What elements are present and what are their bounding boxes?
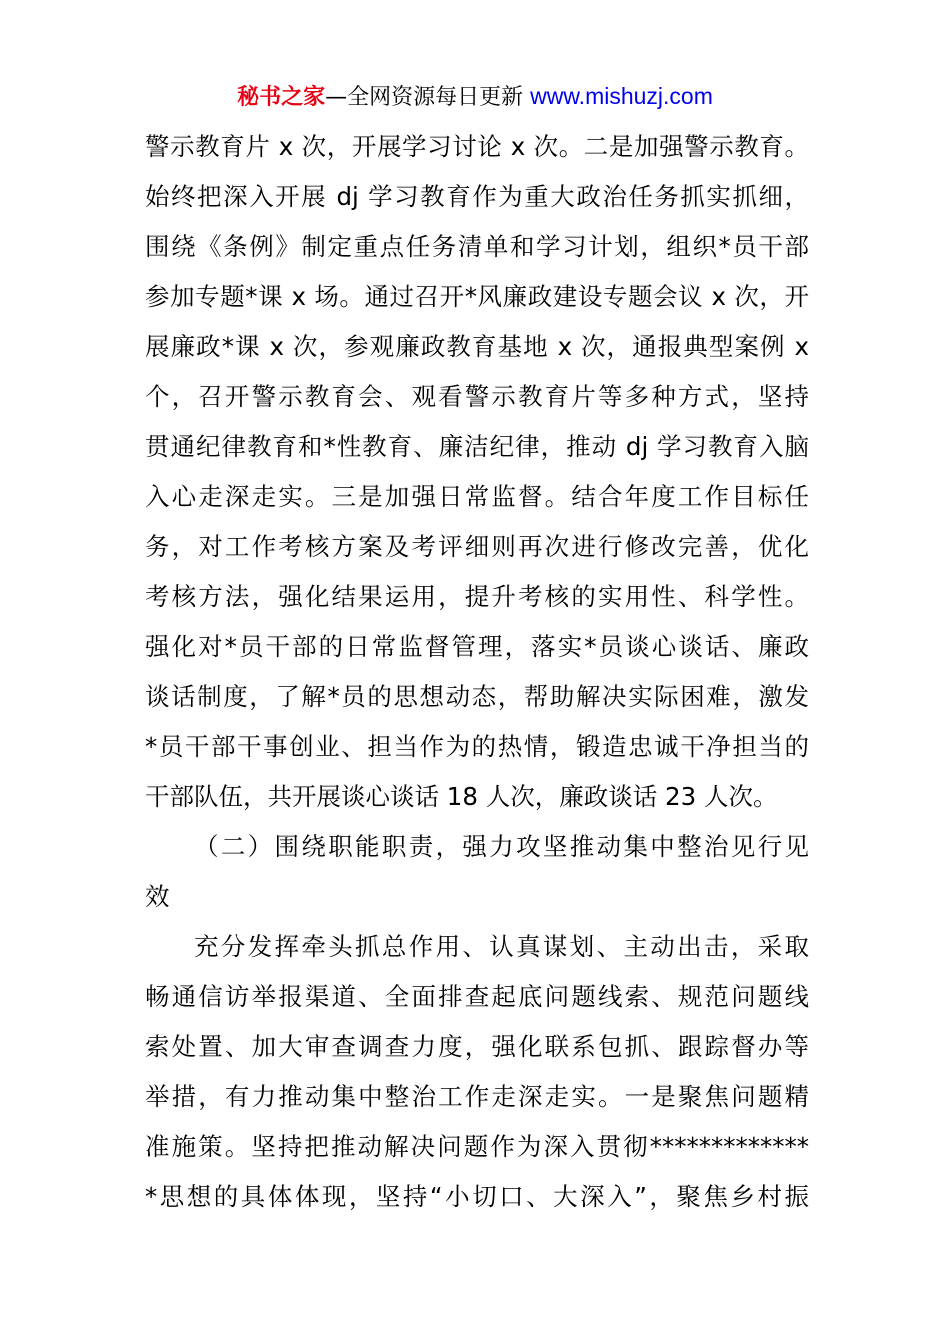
text-line: *思想的具体体现，坚持“小切口、大深入”，聚焦乡村振 xyxy=(145,1182,809,1211)
text-line: 个，召开警示教育会、观看警示教育片等多种方式，坚持 xyxy=(145,382,809,411)
text-line: 考核方法，强化结果运用，提升考核的实用性、科学性。 xyxy=(145,582,809,611)
text-line: 入心走深走实。三是加强日常监督。结合年度工作目标任 xyxy=(145,482,809,511)
text-line: 强化对*员干部的日常监督管理，落实*员谈心谈话、廉政 xyxy=(145,632,809,661)
site-brand: 秘书之家 xyxy=(237,85,326,110)
text-line: 谈话制度，了解*员的思想动态，帮助解决实际困难，激发 xyxy=(145,682,809,711)
text-line: 充分发挥牵头抓总作用、认真谋划、主动出击，采取 xyxy=(194,932,809,961)
text-line: 贯通纪律教育和*性教育、廉洁纪律，推动 dj 学习教育入脑 xyxy=(145,432,809,461)
text-line: 展廉政*课 x 次，参观廉政教育基地 x 次，通报典型案例 x xyxy=(145,332,809,361)
text-line: 始终把深入开展 dj 学习教育作为重大政治任务抓实抓细， xyxy=(145,182,809,211)
text-line: 务，对工作考核方案及考评细则再次进行修改完善，优化 xyxy=(145,532,809,561)
text-line: 参加专题*课 x 场。通过召开*风廉政建设专题会议 x 次，开 xyxy=(145,282,809,311)
text-line: *员干部干事创业、担当作为的热情，锻造忠诚干净担当的 xyxy=(145,732,809,761)
document-body xyxy=(145,122,809,1222)
site-header xyxy=(0,80,950,114)
text-line: 围绕《条例》制定重点任务清单和学习计划，组织*员干部 xyxy=(145,232,809,261)
text-line: 准施策。坚持把推动解决问题作为深入贯彻************* xyxy=(145,1132,809,1161)
section-heading-continuation: 效 xyxy=(145,882,170,911)
site-tagline: —全网资源每日更新 xyxy=(325,85,531,110)
text-line: 干部队伍，共开展谈心谈话 18 人次，廉政谈话 23 人次。 xyxy=(145,782,778,811)
site-url-link[interactable]: www.mishuzj.com xyxy=(530,83,713,109)
text-line: 警示教育片 x 次，开展学习讨论 x 次。二是加强警示教育。 xyxy=(145,132,809,161)
text-line: 举措，有力推动集中整治工作走深走实。一是聚焦问题精 xyxy=(145,1082,809,1111)
text-line: 畅通信访举报渠道、全面排查起底问题线索、规范问题线 xyxy=(145,982,809,1011)
text-line: 索处置、加大审查调查力度，强化联系包抓、跟踪督办等 xyxy=(145,1032,809,1061)
section-heading: （二）围绕职能职责，强力攻坚推动集中整治见行见 xyxy=(194,832,809,861)
